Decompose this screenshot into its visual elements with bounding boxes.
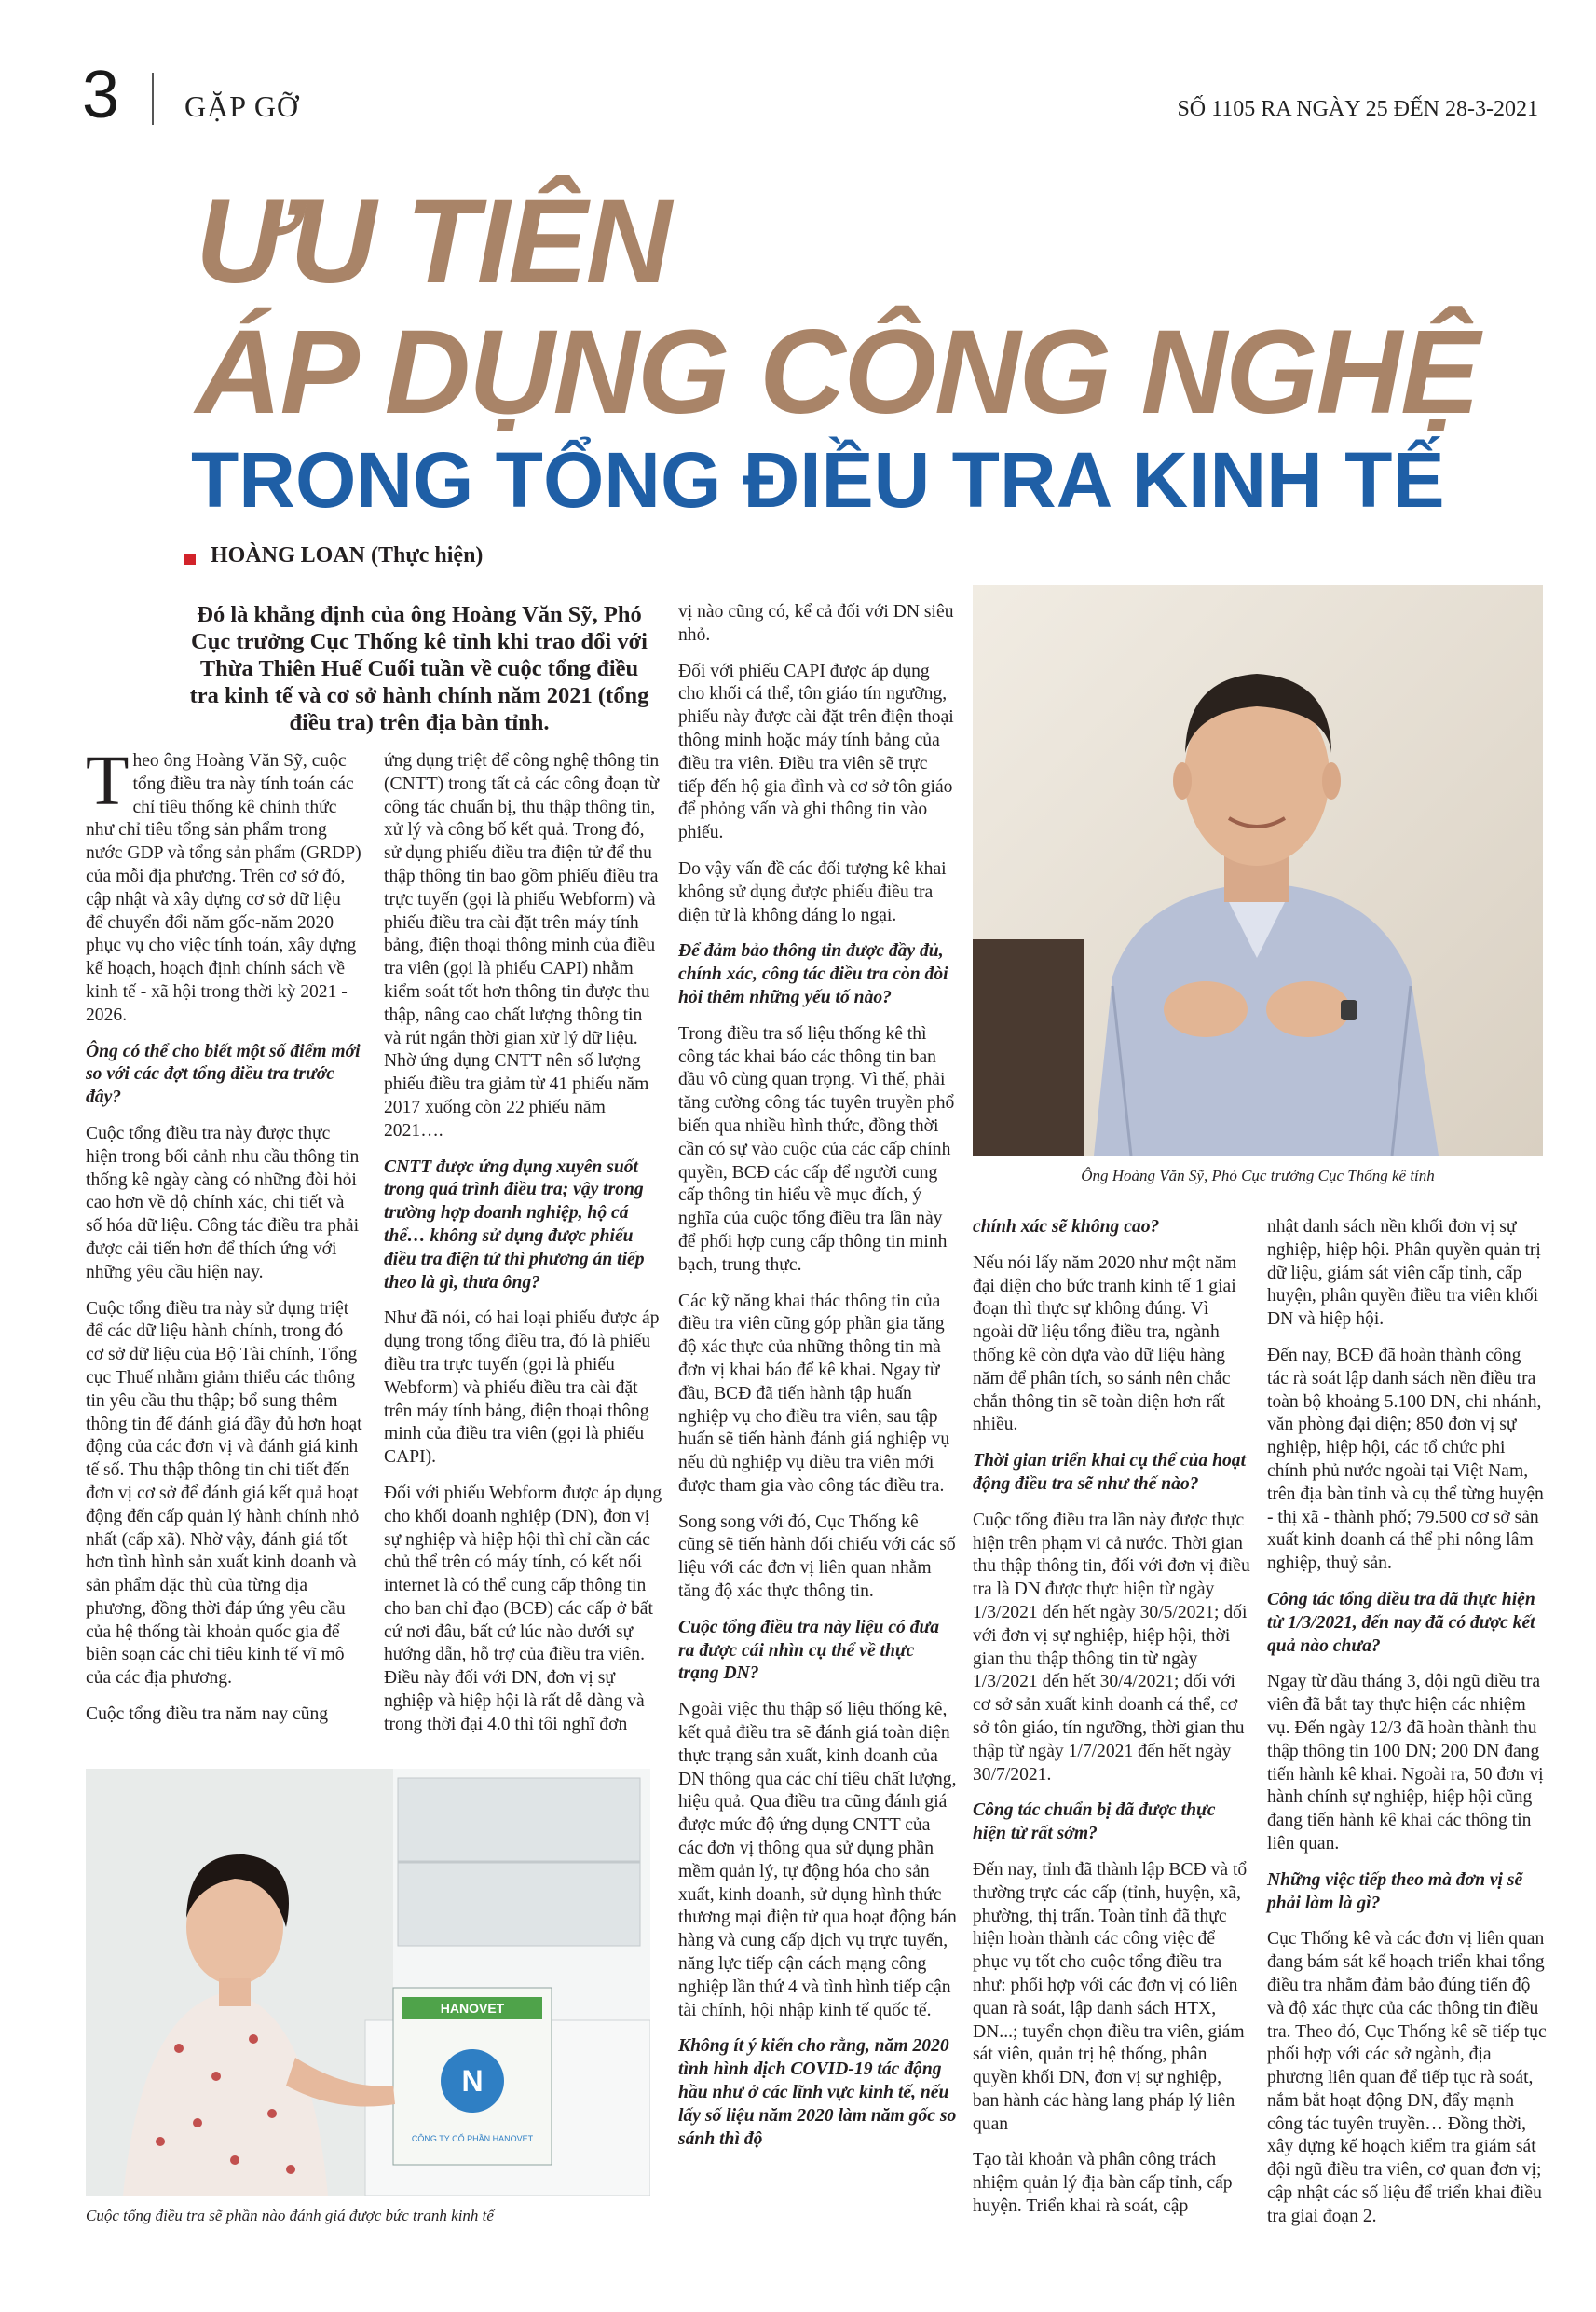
- paragraph: Ngay từ đầu tháng 3, đội ngũ điều tra viên đã bắt tay thực hiện các nhiệm vụ. Đến ngày 12/3 đã hoàn thành thu thập thông tin 100 DN; 200 DN đang tiến hành kê khai. Ngoài ra, 50 đơn vị hành chính sự nghiệp, hiệp hội cũng đang tiến hành kê khai các thông tin liên quan.: [1267, 1672, 1544, 1854]
- paragraph: Cục Thống kê và các đơn vị liên quan đang bám sát kế hoạch triển khai tổng điều tra nhằm đảm bảo đúng tiến độ và độ xác thực của các thông tin điều tra. Theo đó, Cục Thống kê sẽ tiếp tục phối hợp với các sở ngành, địa phương liên quan để tiếp tục rà soát, nắm bắt hoạt động DN, đẩy mạnh công tác tuyên truyền… Đồng thời, xây dựng kế hoạch kiểm tra giám sát đội ngũ điều tra viên, cơ quan đơn vị; cập nhật các số liệu để triển khai điều tra giai đoạn 2.: [1267, 1929, 1547, 2226]
- paragraph: Đến nay, BCĐ đã hoàn thành công tác rà soát lập danh sách nền điều tra toàn bộ khoảng 5.100 DN, chi nhánh, văn phòng đại diện; 850 đơn vị sự nghiệp, hiệp hội, các tổ chức phi chính phủ nước ngoài tại Việt Nam, trên địa bàn tỉnh và cụ thể từng huyện - thị xã - thành phố; 79.500 cơ sở sản xuất kinh doanh cá thể phi nông lâm nghiệp, thuỷ sản.: [1267, 1345, 1544, 1574]
- paragraph: vị nào cũng có, kể cả đối với DN siêu nhỏ.: [678, 602, 954, 645]
- paragraph: Trong điều tra số liệu thống kê thì công tác khai báo các thông tin ban đầu vô cùng quan trọng. Vì thế, phải tăng cường công tác tuyên truyền phổ biến qua nhiều hình thức, đồng thời cần có sự vào cuộc của các cấp chính quyền, BCĐ các cấp để người cung cấp thông tin hiểu về mục đích, ý nghĩa của cuộc tổng điều tra lần này để phối hợp cung cấp thông tin minh bạch, trung thực.: [678, 1023, 955, 1275]
- portrait-illustration: [973, 585, 1543, 1156]
- headline-line-1: ƯU TIÊN: [196, 175, 671, 308]
- svg-text:N: N: [461, 2064, 484, 2098]
- paragraph: Nếu nói lấy năm 2020 như một năm đại diện cho bức tranh kinh tế 1 giai đoạn thì thực sự không đúng. Vì ngoài dữ liệu tổng điều tra, ngành thống kê còn dựa vào dữ liệu hàng năm để phân tích, so sánh nên chắc chắn thông tin sẽ toàn diện hơn rất nhiều.: [973, 1252, 1237, 1435]
- paragraph: Ngoài việc thu thập số liệu thống kê, kết quả điều tra sẽ đánh giá toàn diện thực trạng sản xuất, kinh doanh của DN thông qua các chỉ tiêu chất lượng, hiệu quả. Qua điều tra cũng đánh giá được mức độ ứng dụng CNTT của các đơn vị thông qua sử dụng phần mềm quản lý, tự động hóa cho sản xuất, kinh doanh, sử dụng hình thức thương mại điện tử qua hoạt động bán hàng và cung cấp dịch vụ trực tuyến, năng lực tiếp cận cách mạng công nghiệp lần thứ 4 và tình hình tiếp cận tài chính, hội nhập kinh tế quốc tế.: [678, 1700, 957, 2020]
- question: chính xác sẽ không cao?: [973, 1217, 1160, 1237]
- portrait-photo: [973, 585, 1543, 1156]
- article-column-3: [678, 601, 958, 2164]
- paragraph: Cuộc tổng điều tra này sử dụng triệt để các dữ liệu hành chính, trong đó cơ sở dữ liệu của Bộ Tài chính, Tổng cục Thuế nhằm giảm thiểu các thông tin yêu cầu thu thập; bổ sung thêm thông tin để đánh giá đầy đủ hơn hoạt động của các đơn vị và đánh giá kinh tế số. Thu thập thông tin chi tiết đến đơn vị cơ sở để đánh giá kết quả hoạt động đến cấp quản lý hành chính nhỏ nhất (cấp xã). Nhờ vậy, đánh giá tốt hơn tình hình sản xuất kinh doanh và sản phẩm đặc thù của từng địa phương, đồng thời đáp ứng yêu cầu của hệ thống tài khoản quốc gia để biên soạn các chỉ tiêu kinh tế vĩ mô của các địa phương.: [86, 1298, 362, 1689]
- paragraph: Đối với phiếu CAPI được áp dụng cho khối cá thể, tôn giáo tín ngưỡng, phiếu này được cài đặt trên điện thoại thông minh hoặc máy tính bảng của điều tra viên. Điều tra viên sẽ trực tiếp đến hộ gia đình và cơ sở tôn giáo để phỏng vấn và ghi thông tin vào phiếu.: [678, 661, 954, 843]
- issue-info: SỐ 1105 RA NGÀY 25 ĐẾN 28-3-2021: [1177, 97, 1538, 121]
- box-brand: HANOVET: [440, 2001, 505, 2016]
- page-number: 3: [82, 58, 120, 132]
- paragraph: Đến nay, tỉnh đã thành lập BCĐ và tổ thường trực các cấp (tỉnh, huyện, xã, phường, thị trấn. Toàn tỉnh đã thực hiện hoàn thành các công việc để phục vụ tốt cho cuộc tổng điều tra như: phối hợp với các đơn vị có liên quan rà soát, lập danh sách HTX, DN...; tuyển chọn điều tra viên, giám sát viên, quản trị hệ thống, phân quyền khối DN, đơn vị sự nghiệp, ban hành các hàng lang pháp lý liên quan: [973, 1859, 1248, 2134]
- paragraph: Song song với đó, Cục Thống kê cũng sẽ tiến hành đối chiếu với các số liệu với các đơn vị liên quan nhằm tăng độ xác thực thông tin.: [678, 1512, 956, 1602]
- question: Những việc tiếp theo mà đơn vị sẽ phải làm là gì?: [1267, 1869, 1523, 1913]
- question: Để đảm bảo thông tin được đầy đủ, chính xác, công tác điều tra còn đòi hỏi thêm những yếu tố nào?: [678, 941, 948, 1007]
- question: Cuộc tổng điều tra này liệu có đưa ra được cái nhìn cụ thể về thực trạng DN?: [678, 1617, 940, 1684]
- paragraph: Cuộc tổng điều tra này được thực hiện trong bối cảnh nhu cầu thông tin thống kê ngày càng có những đòi hỏi cao hơn về độ chính xác, chi tiết và số hóa dữ liệu. Công tác điều tra phải được cải tiến hơn để thích ứng với những yêu cầu hiện nay.: [86, 1123, 360, 1282]
- question: Công tác tổng điều tra đã thực hiện từ 1/3/2021, đến nay đã có được kết quả nào chưa?: [1267, 1589, 1535, 1656]
- article-column-2: [384, 750, 663, 1750]
- business-illustration: [86, 1769, 650, 2196]
- header-divider: [152, 73, 154, 125]
- question: Không ít ý kiến cho rằng, năm 2020 tình hình dịch COVID-19 tác động hầu như ở các lĩnh vực kinh tế, nếu lấy số liệu năm 2020 làm năm gốc so sánh thì độ: [678, 2036, 957, 2149]
- paragraph: Các kỹ năng khai thác thông tin của điều tra viên cũng góp phần gia tăng độ xác thực của những thông tin mà đơn vị khai báo để kê khai. Ngay từ đầu, BCĐ đã tiến hành tập huấn nghiệp vụ cho điều tra viên, sau tập huấn sẽ tiến hành đánh giá nghiệp vụ nếu đủ nghiệp vụ điều tra viên mới được tham gia vào công tác điều tra.: [678, 1291, 950, 1496]
- paragraph: Cuộc tổng điều tra lần này được thực hiện trên phạm vi cả nước. Thời gian thu thập thông tin, đối với đơn vị điều tra là DN được thực hiện từ ngày 1/3/2021 đến hết ngày 30/5/2021; đối với đơn vị sự nghiệp, hiệp hội, thời gian thu thập thông tin từ ngày 1/3/2021 đến hết 30/4/2021; đối với cơ sở sản xuất kinh doanh cá thể, cơ sở tôn giáo, tín ngưỡng, thời gian thu thập từ ngày 1/7/2021 đến hết ngày 30/7/2021.: [973, 1510, 1250, 1785]
- byline: HOÀNG LOAN (Thực hiện): [211, 543, 484, 568]
- question: CNTT được ứng dụng xuyên suốt trong quá trình điều tra; vậy trong trường hợp doanh nghiệp, hộ cá thể… không sử dụng được phiếu điều tra điện tử thì phương án tiếp theo là gì, thưa ông?: [384, 1156, 645, 1293]
- headline-line-3: TRONG TỔNG ĐIỀU TRA KINH TẾ: [191, 436, 1445, 524]
- paragraph: heo ông Hoàng Văn Sỹ, cuộc tổng điều tra này tính toán các chỉ tiêu thống kê chính thức như chỉ tiêu tổng sản phẩm trong nước GDP và tổng sản phẩm (GRDP) của mỗi địa phương. Trên cơ sở đó, cập nhật và xây dựng cơ sở dữ liệu để chuyển đổi năm gốc-năm 2020 phục vụ cho việc tính toán, xây dựng kế hoạch, hoạch định chính sách về kinh tế - xã hội trong thời kỳ 2021 - 2026.: [86, 751, 361, 1025]
- article-column-5: [1267, 1216, 1547, 2242]
- paragraph: ứng dụng triệt để công nghệ thông tin (CNTT) trong tất cả các công đoạn từ công tác chuẩn bị, thu thập thông tin, xử lý và công bố kết quả. Trong đó, sử dụng phiếu điều tra điện tử để thu thập thông tin bao gồm phiếu điều tra trực tuyến (gọi là phiếu Webform) và phiếu điều tra cài đặt trên máy tính bảng, điện thoại thông minh của điều tra viên (gọi là phiếu CAPI) nhằm kiểm soát tốt hơn thông tin được thu thập, nâng cao chất lượng thông tin và rút ngắn thời gian xử lý dữ liệu. Nhờ ứng dụng CNTT nên số lượng phiếu điều tra giảm từ 41 phiếu năm 2017 xuống còn 22 phiếu năm 2021….: [384, 751, 660, 1141]
- headline-line-2: ÁP DỤNG CÔNG NGHỆ: [196, 306, 1479, 439]
- paragraph: Tạo tài khoản và phân công trách nhiệm quản lý địa bàn cấp tỉnh, cấp huyện. Triển khai rà soát, cập: [973, 2150, 1233, 2217]
- paragraph: Do vậy vấn đề các đối tượng kê khai không sử dụng được phiếu điều tra điện tử là không đáng lo ngại.: [678, 858, 947, 925]
- business-caption: Cuộc tổng điều tra sẽ phần nào đánh giá được bức tranh kinh tế: [86, 2207, 494, 2224]
- paragraph: Như đã nói, có hai loại phiếu được áp dụng trong tổng điều tra, đó là phiếu điều tra trực tuyến (gọi là phiếu Webform) và phiếu điều tra cài đặt trên máy tính bảng, điện thoại thông minh của điều tra viên (gọi là phiếu CAPI).: [384, 1308, 660, 1468]
- business-photo: [86, 1769, 650, 2196]
- drop-cap: T: [86, 742, 130, 820]
- question: Thời gian triển khai cụ thể của hoạt động điều tra sẽ như thế nào?: [973, 1451, 1247, 1494]
- section-name: GẶP GỠ: [184, 89, 300, 123]
- article-column-4: [973, 1216, 1252, 2232]
- question: Ông có thể cho biết một số điểm mới so với các đợt tổng điều tra trước đây?: [86, 1041, 361, 1108]
- portrait-caption: Ông Hoàng Văn Sỹ, Phó Cục trưởng Cục Thống kê tỉnh: [1081, 1167, 1435, 1184]
- box-company: CÔNG TY CỔ PHẦN HANOVET: [411, 2134, 534, 2143]
- paragraph: nhật danh sách nền khối đơn vị sự nghiệp, hiệp hội. Phân quyền quản trị dữ liệu, giám sát viên cấp tỉnh, cấp huyện, phân quyền điều tra viên khối DN và hiệp hội.: [1267, 1217, 1541, 1330]
- lead-paragraph: Đó là khẳng định của ông Hoàng Văn Sỹ, Phó Cục trưởng Cục Thống kê tỉnh khi trao đổi với Thừa Thiên Huế Cuối tuần về cuộc tổng điều tra kinh tế và cơ sở hành chính năm 2021 (tổng điều tra) trên địa bàn tỉnh.: [189, 602, 649, 735]
- paragraph: Cuộc tổng điều tra năm nay cũng: [86, 1704, 329, 1725]
- byline-bullet: [184, 554, 196, 565]
- paragraph: Đối với phiếu Webform được áp dụng cho khối doanh nghiệp (DN), đơn vị sự nghiệp và hiệp hội thì chỉ cần các chủ thể trên có máy tính, có kết nối internet là có thể cung cấp thông tin cho ban chỉ đạo (BCĐ) các cấp ở bất cứ nơi đâu, bất cứ lúc nào dưới sự hướng dẫn, hỗ trợ của điều tra viên. Điều này đối với DN, đơn vị sự nghiệp và hiệp hội là rất dễ dàng và trong thời đại 4.0 thì tôi nghĩ đơn: [384, 1483, 662, 1734]
- question: Công tác chuẩn bị đã được thực hiện từ rất sớm?: [973, 1800, 1216, 1844]
- article-column-1: [86, 742, 362, 1740]
